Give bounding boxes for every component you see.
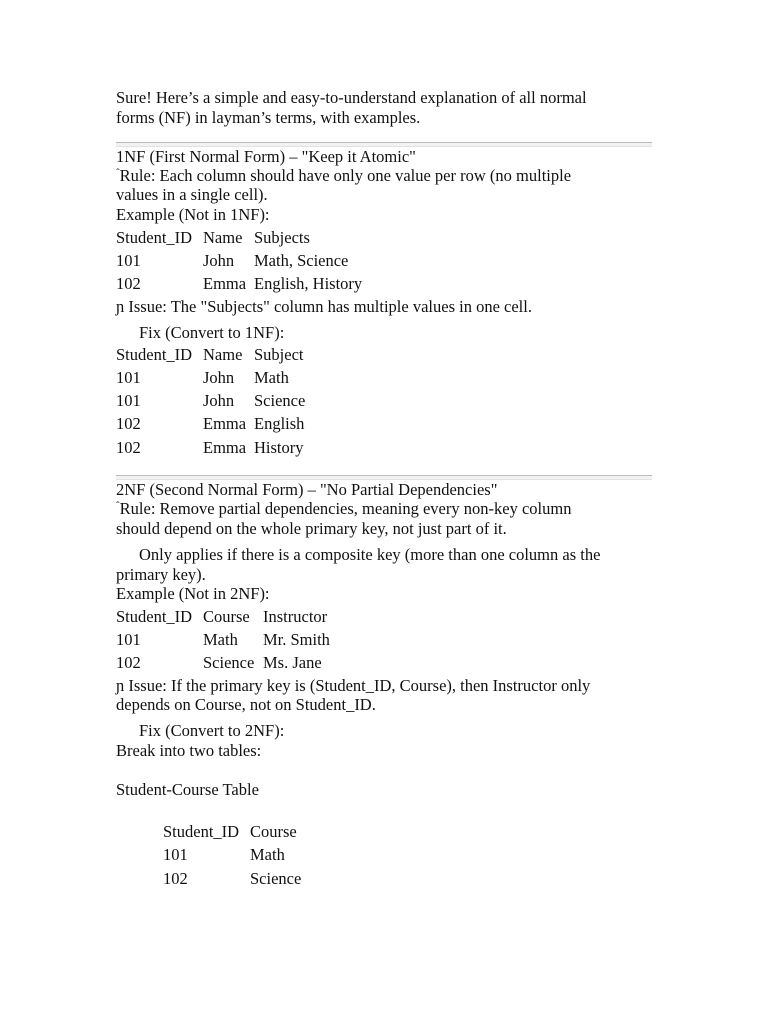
nf2-fix-label: Fix (Convert to 2NF):	[139, 721, 285, 740]
nf2-example-label: Example (Not in 2NF):	[116, 584, 270, 603]
table-cell: 101	[163, 845, 188, 864]
table-header-cell: Instructor	[263, 607, 328, 626]
nf2-note-line-2: primary key).	[116, 565, 206, 584]
nf1-rule-line-2: values in a single cell).	[116, 185, 268, 204]
nf1-fix-label: Fix (Convert to 1NF):	[139, 323, 285, 342]
student-course-table-title: Student-Course Table	[116, 780, 259, 799]
table-cell: 102	[116, 438, 141, 457]
table-cell: 102	[116, 274, 141, 293]
table-cell: English	[254, 414, 305, 433]
intro-line-2: forms (NF) in layman’s terms, with examples.	[116, 108, 421, 127]
table-cell: Ms. Jane	[263, 653, 322, 672]
table-cell: Emma	[203, 274, 247, 293]
table-cell: Math	[250, 845, 285, 864]
table-cell: Science	[254, 391, 306, 410]
nf2-rule-line-2: should depend on the whole primary key, not just part of it.	[116, 519, 507, 538]
table-header-cell: Subjects	[254, 228, 310, 247]
table-cell: 102	[163, 869, 188, 888]
nf2-rule-mark: ˆ	[116, 500, 120, 512]
table-cell: 101	[116, 251, 141, 270]
table-header-cell: Student_ID	[116, 345, 193, 364]
table-header-cell: Student_ID	[116, 228, 193, 247]
table-header-cell: Name	[203, 228, 243, 247]
table-cell: History	[254, 438, 304, 457]
table-cell: Math	[203, 630, 238, 649]
nf2-break-label: Break into two tables:	[116, 741, 262, 760]
table-cell: 101	[116, 391, 141, 410]
nf1-example-label: Example (Not in 1NF):	[116, 205, 270, 224]
table-cell: Math	[254, 368, 289, 387]
table-cell: 101	[116, 368, 141, 387]
table-cell: English, History	[254, 274, 363, 293]
table-header-cell: Student_ID	[116, 607, 193, 626]
table-header-cell: Subject	[254, 345, 304, 364]
table-cell: 102	[116, 414, 141, 433]
nf1-heading: 1NF (First Normal Form) – "Keep it Atomic"	[116, 147, 416, 166]
table-cell: Science	[250, 869, 302, 888]
table-cell: John	[203, 368, 235, 387]
nf2-note-line-1: Only applies if there is a composite key (more than one column as the	[139, 545, 601, 564]
table-cell: Science	[203, 653, 255, 672]
table-header-cell: Course	[250, 822, 297, 841]
table-cell: 102	[116, 653, 141, 672]
nf1-rule-text: Rule: Each column should have only one value per row (no multiple	[119, 166, 572, 185]
nf2-issue-line-2: depends on Course, not on Student_ID.	[116, 695, 376, 714]
nf2-rule-line-1	[116, 499, 571, 519]
nf1-issue: ɲ Issue: The "Subjects" column has multiple values in one cell.	[116, 297, 532, 316]
table-cell: Math, Science	[254, 251, 349, 270]
table-cell: 101	[116, 630, 141, 649]
table-cell: Emma	[203, 438, 247, 457]
table-cell: John	[203, 251, 235, 270]
intro-line-1: Sure! Here’s a simple and easy-to-understand explanation of all normal	[116, 88, 587, 107]
table-cell: John	[203, 391, 235, 410]
table-header-cell: Student_ID	[163, 822, 240, 841]
nf2-rule-text: Rule: Remove partial dependencies, meaning every non-key column	[119, 499, 572, 518]
table-header-cell: Name	[203, 345, 243, 364]
table-cell: Emma	[203, 414, 247, 433]
nf1-rule-mark: ˆ	[116, 167, 120, 179]
table-cell: Mr. Smith	[263, 630, 330, 649]
nf1-rule-line-1	[116, 166, 571, 186]
nf2-issue-line-1: ɲ Issue: If the primary key is (Student_ID, Course), then Instructor only	[116, 676, 591, 695]
nf2-heading: 2NF (Second Normal Form) – "No Partial Dependencies"	[116, 480, 498, 499]
table-header-cell: Course	[203, 607, 250, 626]
